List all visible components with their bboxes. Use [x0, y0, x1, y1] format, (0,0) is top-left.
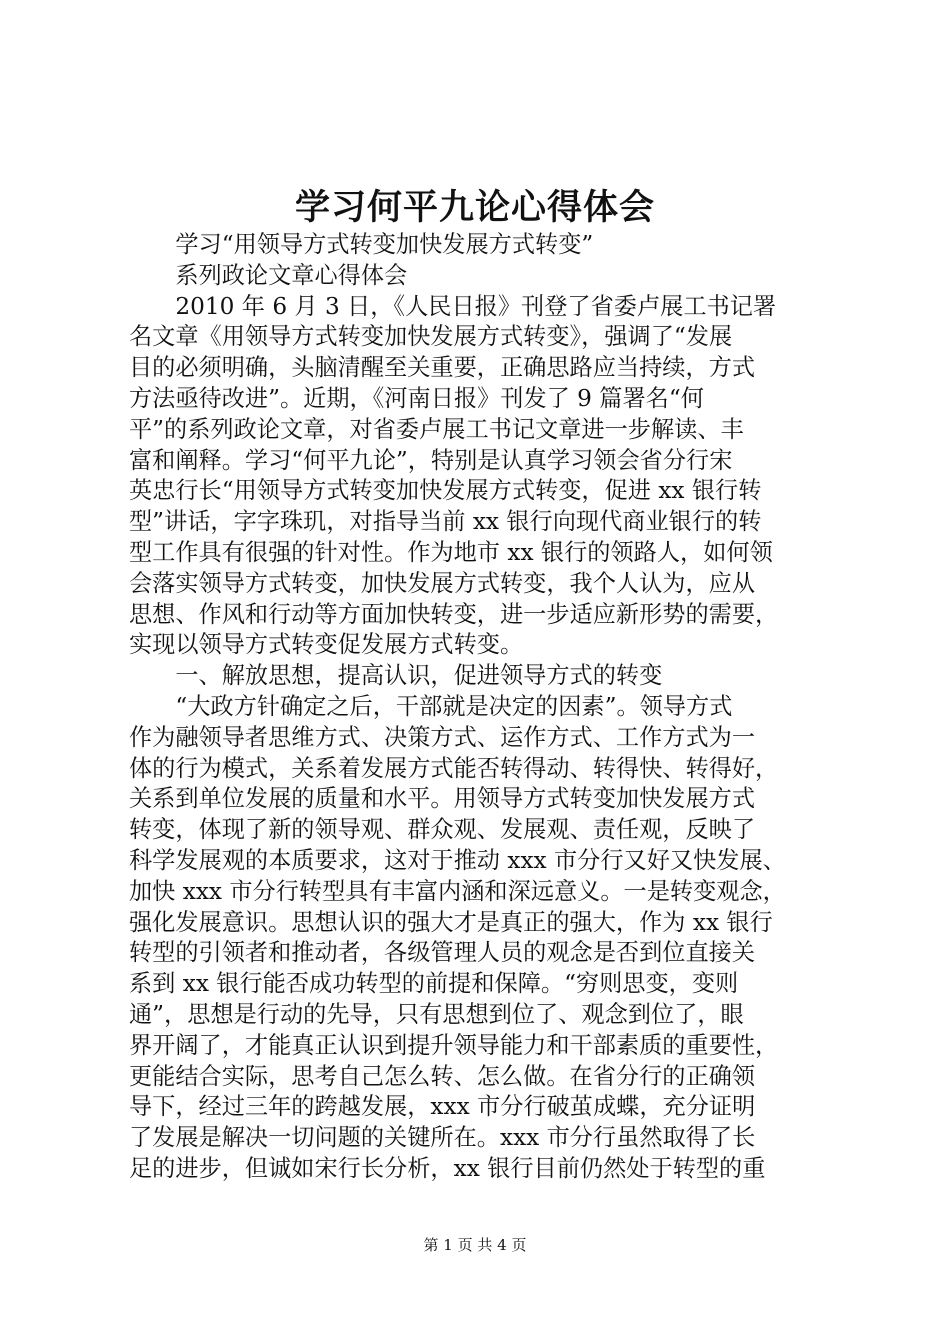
body-line: 关系到单位发展的质量和水平。用领导方式转变加快发展方式: [129, 785, 756, 813]
body-line: 作为融领导者思维方式、决策方式、运作方式、工作方式为一: [129, 723, 756, 751]
body-line: 科学发展观的本质要求，这对于推动 xxx 市分行又好又快发展、: [129, 846, 786, 874]
body-line: 界开阔了，才能真正认识到提升领导能力和干部素质的重要性，: [129, 1031, 779, 1059]
body-line: 2010 年 6 月 3 日，《人民日报》刊登了省委卢展工书记署: [129, 292, 777, 320]
body-line: 会落实领导方式转变，加快发展方式转变，我个人认为，应从: [129, 569, 756, 597]
body-line: 英忠行长“用领导方式转变加快发展方式转变，促进 xx 银行转: [129, 477, 762, 505]
body-line: 导下，经过三年的跨越发展，xxx 市分行破茧成蝶，充分证明: [129, 1093, 756, 1121]
body-line: 足的进步，但诚如宋行长分析，xx 银行目前仍然处于转型的重: [129, 1154, 766, 1182]
body-line: 学习“用领导方式转变加快发展方式转变”: [129, 231, 594, 258]
body-line: 转变，体现了新的领导观、群众观、发展观、责任观，反映了: [129, 816, 756, 844]
body-line: 加快 xxx 市分行转型具有丰富内涵和深远意义。一是转变观念，: [129, 877, 786, 905]
body-line: 转型的引领者和推动者，各级管理人员的观念是否到位直接关: [129, 939, 756, 967]
body-line: 型”讲话，字字珠玑，对指导当前 xx 银行向现代商业银行的转: [129, 508, 762, 536]
body-line: “大政方针确定之后，干部就是决定的因素”。领导方式: [129, 692, 733, 720]
body-line: 思想、作风和行动等方面加快转变，进一步适应新形势的需要，: [129, 600, 779, 628]
body-line: 通”，思想是行动的先导，只有思想到位了、观念到位了，眼: [129, 1000, 744, 1028]
document-title: 学习何平九论心得体会: [294, 188, 655, 228]
document-body: [129, 230, 835, 1185]
body-line: 名文章《用领导方式转变加快发展方式转变》，强调了“发展: [129, 323, 733, 351]
body-line: 方法亟待改进”。近期，《河南日报》刊发了 9 篇署名“何: [129, 384, 704, 412]
body-line: 型工作具有很强的针对性。作为地市 xx 银行的领路人，如何领: [129, 538, 773, 566]
body-line: 更能结合实际，思考自己怎么转、怎么做。在省分行的正确领: [129, 1062, 756, 1090]
body-line: 体的行为模式，关系着发展方式能否转得动、转得快、转得好，: [129, 754, 779, 782]
body-line: 强化发展意识。思想认识的强大才是真正的强大，作为 xx 银行: [129, 908, 773, 936]
body-line: 系列政论文章心得体会: [129, 261, 408, 289]
body-line: 富和阐释。学习“何平九论”，特别是认真学习领会省分行宋: [129, 446, 733, 474]
body-line: 系到 xx 银行能否成功转型的前提和保障。“穷则思变，变则: [129, 970, 739, 998]
page-footer: 第 1 页 共 4 页: [423, 1236, 527, 1254]
body-line: 了发展是解决一切问题的关键所在。xxx 市分行虽然取得了长: [129, 1124, 756, 1152]
body-line: 一、解放思想，提高认识，促进领导方式的转变: [129, 662, 663, 690]
body-line: 平”的系列政论文章，对省委卢展工书记文章进一步解读、丰: [129, 415, 744, 443]
body-line: 目的必须明确，头脑清醒至关重要，正确思路应当持续，方式: [129, 354, 756, 382]
body-line: 实现以领导方式转变促发展方式转变。: [129, 631, 524, 659]
